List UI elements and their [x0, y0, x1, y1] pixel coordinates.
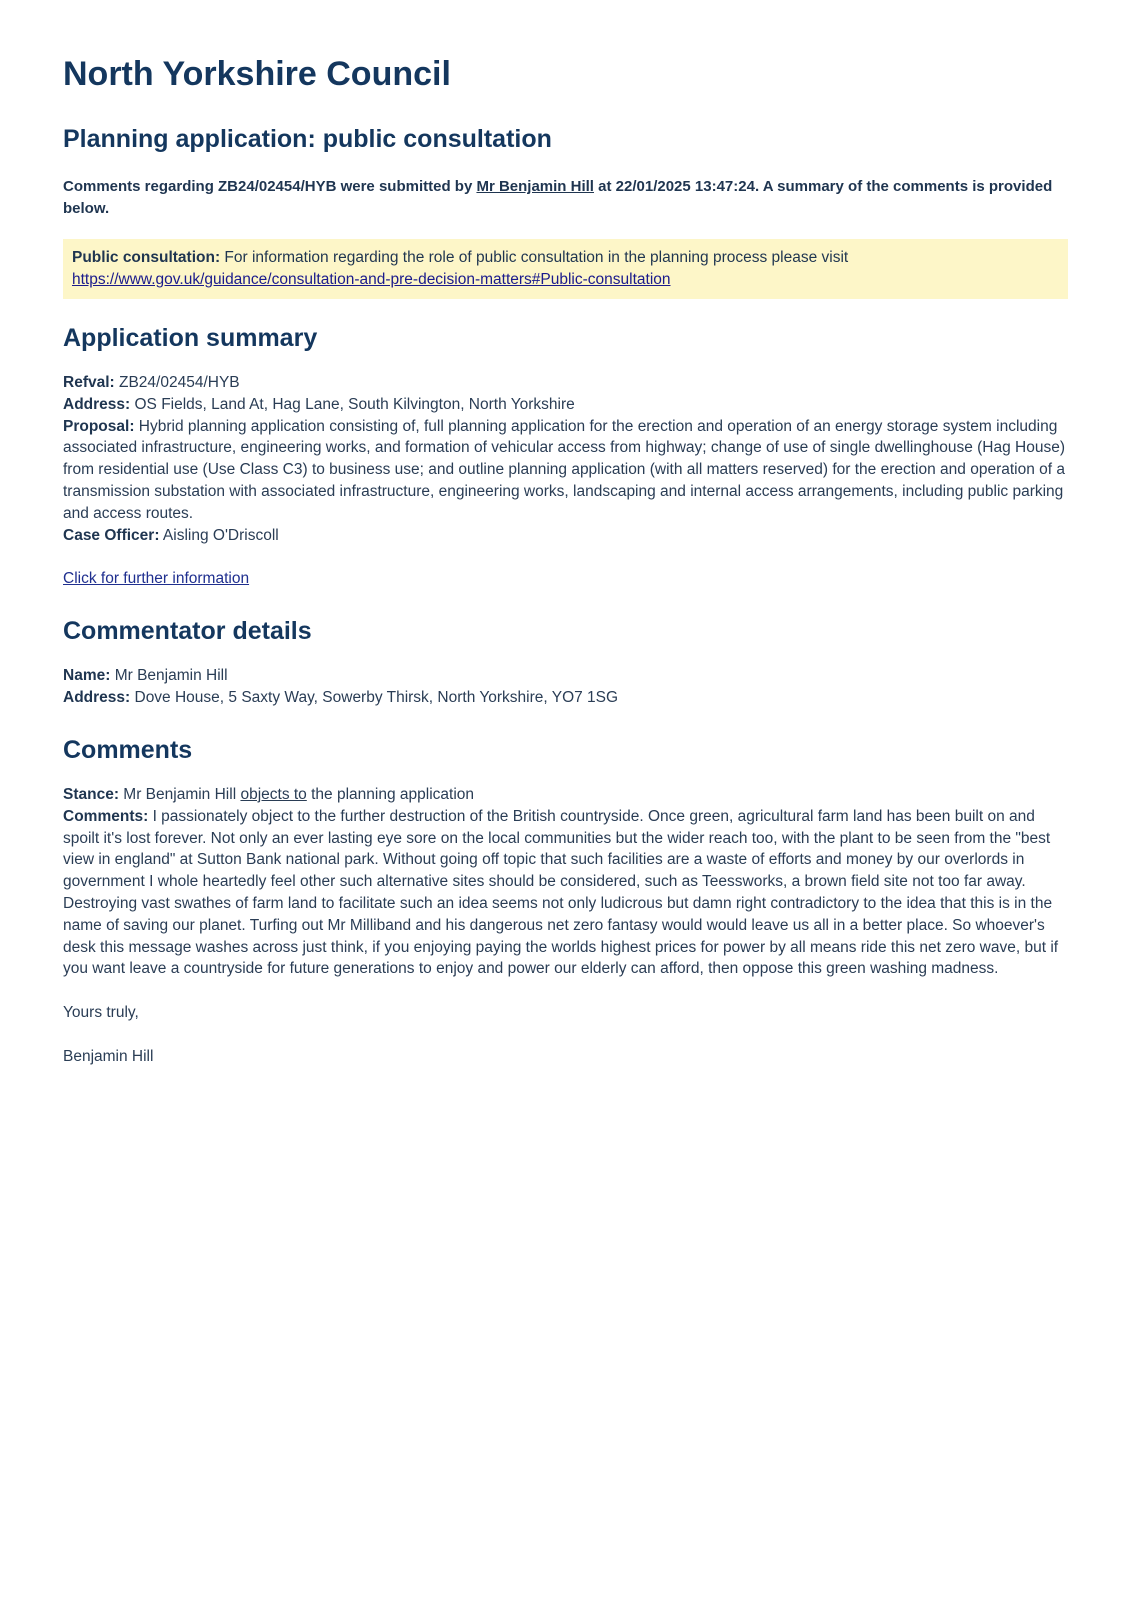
stance-name: Mr Benjamin Hill	[119, 785, 241, 803]
comments-heading: Comments	[63, 735, 193, 764]
commentator-heading: Commentator details	[63, 617, 312, 646]
stance-row	[63, 784, 1068, 806]
council-title: North Yorkshire Council	[63, 55, 451, 93]
document-page	[63, 50, 1068, 1068]
commentator-details	[63, 665, 1068, 709]
stance-suffix: the planning application	[306, 785, 474, 803]
comments-body	[63, 784, 1068, 980]
submitter-link[interactable]: Mr Benjamin Hill	[476, 178, 594, 195]
signature-line: Benjamin Hill	[63, 1048, 154, 1066]
ref-label: Refval:	[63, 374, 115, 391]
case-officer-row	[63, 525, 1068, 547]
ref-value: ZB24/02454/HYB	[114, 374, 240, 391]
application-summary-heading: Application summary	[63, 324, 318, 352]
closing-line: Yours truly,	[63, 1004, 139, 1022]
further-info-row	[63, 568, 1068, 590]
notice-text: For information regarding the role of public consultation in the planning process please visit	[220, 249, 849, 266]
case-officer-value: Aisling O'Driscoll	[159, 526, 279, 544]
further-info-link[interactable]: Click for further information	[63, 570, 250, 588]
ref-row	[63, 372, 1068, 394]
proposal-row	[63, 416, 1068, 525]
address-label: Address:	[63, 395, 131, 413]
comments-label: Comments:	[63, 807, 149, 825]
stance-label: Stance:	[63, 785, 119, 803]
comments-row	[63, 806, 1068, 980]
case-officer-label: Case Officer:	[63, 526, 160, 544]
page-subtitle: Planning application: public consultation	[63, 125, 552, 153]
address-row	[63, 394, 1068, 416]
address-value: OS Fields, Land At, Hag Lane, South Kilvington, North Yorkshire	[130, 395, 575, 413]
proposal-value: Hybrid planning application consisting of, full planning application for the erection and operation of an energy storage system including associated infrastructure, engineering works, and formation of vehicular access from highway; change of use of single dwellinghouse (Hag House) from residential use (Use Class C3) to business use; and outline planning application (with all matters reserved) for the erection and operation of a transmission substation with associated infrastructure, engineering works, landscaping and internal access arrangements, including public parking and access routes.	[63, 417, 1066, 522]
stance-link[interactable]: objects to	[240, 785, 307, 803]
intro-suffix: at 22/01/2025 13:47:24. A summary of the comments is provided below.	[63, 178, 1053, 217]
commentator-address-value: Dove House, 5 Saxty Way, Sowerby Thirsk, North Yorkshire, YO7 1SG	[130, 689, 619, 707]
name-value: Mr Benjamin Hill	[110, 667, 228, 685]
name-row	[63, 665, 1068, 687]
notice-label: Public consultation:	[72, 249, 221, 266]
commentator-address-label: Address:	[63, 689, 131, 707]
comments-text: I passionately object to the further destruction of the British countryside. Once green, agricultural farm land has been built on and spoilt it's lost forever. Not only an ever lasting eye sore on the local communities but the wider reach too, with the plant to be seen from the "best view in england" at Sutton Bank national park. Without going off topic that such facilities are a waste of efforts and money by our overlords in government I whole heartedly feel other such alternative sites should be considered, such as Teessworks, a brown field site not too far away. Destroying vast swathes of farm land to facilitate such an idea seems not only ludicrous but damn right contradictory to the idea that this is in the name of saving our planet. Turfing out Mr Milliband and his dangerous net zero fantasy would would leave us all in a better place. So whoever's desk this message washes across just think, if you enjoying paying the worlds highest prices for power by all means ride this net zero wave, but if you want leave a countryside for future generations to enjoy and power our elderly can afford, then oppose this green washing madness.	[63, 807, 1059, 978]
commentator-address-row	[63, 687, 1068, 709]
intro-prefix: Comments regarding ZB24/02454/HYB were submitted by	[63, 178, 477, 195]
name-label: Name:	[63, 667, 111, 685]
proposal-label: Proposal:	[63, 417, 135, 435]
consultation-url-link[interactable]: https://www.gov.uk/guidance/consultation-and-pre-decision-matters#Public-consultation	[72, 270, 671, 288]
public-consultation-notice	[63, 239, 1068, 299]
application-summary	[63, 372, 1068, 546]
intro-paragraph	[63, 176, 1068, 220]
